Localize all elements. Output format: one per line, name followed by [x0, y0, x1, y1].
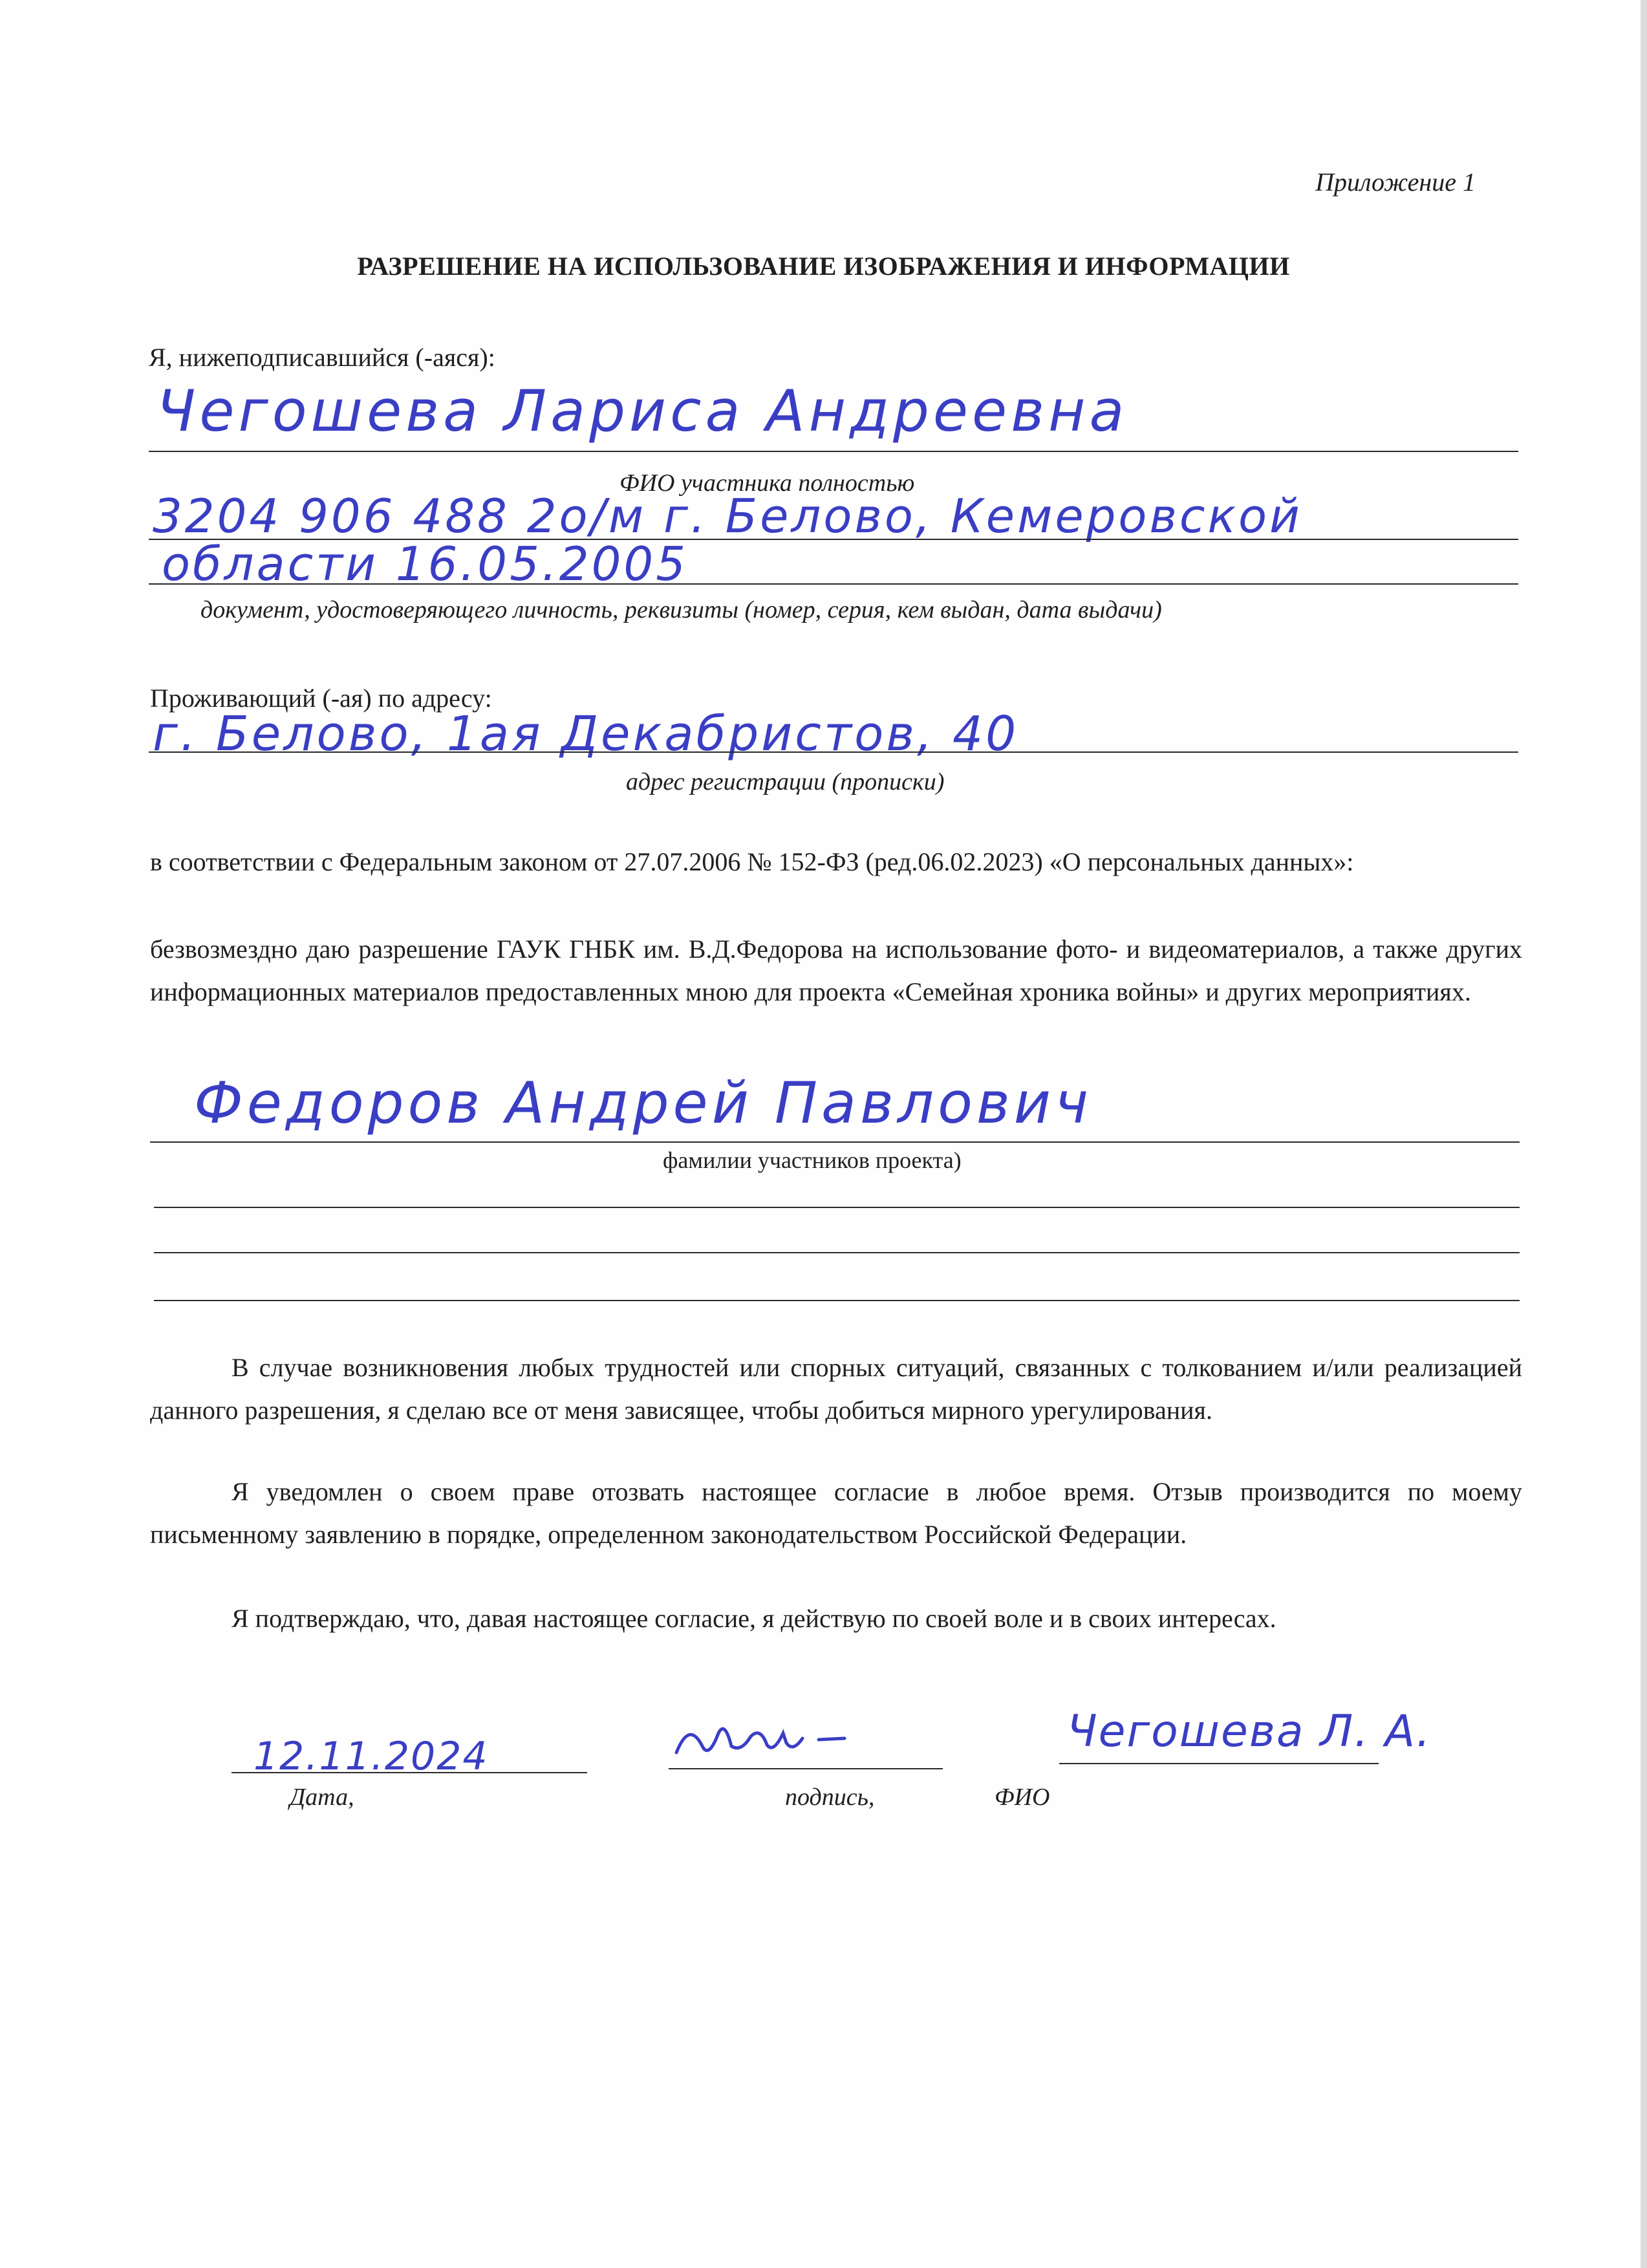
signature-line [669, 1768, 943, 1769]
handwritten-document-line-2: области 16.05.2005 [162, 537, 689, 591]
participant-line-3 [154, 1252, 1520, 1253]
date-label: Дата, [290, 1784, 354, 1811]
address-caption: адрес регистрации (прописки) [626, 768, 945, 795]
document-caption: документ, удостоверяющего личность, реквизиты (номер, серия, кем выдан, дата выдачи) [200, 596, 1162, 623]
document-title: РАЗРЕШЕНИЕ НА ИСПОЛЬЗОВАНИЕ ИЗОБРАЖЕНИЯ И ИНФОРМАЦИИ [357, 252, 1290, 281]
scan-edge [1641, 0, 1647, 2268]
fio-line [1059, 1763, 1379, 1764]
handwritten-address: г. Белово, 1ая Декабристов, 40 [153, 706, 1019, 762]
participants-caption: фамилии участников проекта) [663, 1147, 962, 1173]
date-line [231, 1772, 587, 1773]
signature-label: подпись, [785, 1784, 875, 1811]
terms-paragraph-1: В случае возникновения любых трудностей или спорных ситуаций, связанных с толкованием и/или реализацией данного разрешения, я сделаю все от меня зависящее, чтобы добиться мирного урегулирования. [150, 1353, 1522, 1425]
document-line-2 [149, 583, 1518, 585]
full-name-caption: ФИО участника полностью [619, 470, 915, 497]
full-name-line [149, 451, 1518, 452]
address-line [149, 751, 1518, 753]
handwritten-fio: Чегошева Л. А. [1067, 1706, 1432, 1757]
handwritten-participant-name: Федоров Андрей Павлович [194, 1070, 1092, 1136]
address-label: Проживающий (-ая) по адресу: [150, 684, 492, 713]
permission-paragraph: безвозмездно даю разрешение ГАУК ГНБК им. В.Д.Федорова на использование фото- и видеоматериалов, а также других информационных материалов предоставленных мною для проекта «Семейная хроника войны» и других мероприятиях. [150, 934, 1522, 1006]
terms-paragraph-3: Я подтверждаю, что, давая настоящее согласие, я действую по своей воле и в своих интересах. [231, 1604, 1276, 1633]
handwritten-document-line-1: 3204 906 488 2о/м г. Белово, Кемеровской [153, 489, 1302, 543]
signer-intro: Я, нижеподписавшийся (-аяся): [149, 343, 495, 372]
terms-paragraph-2: Я уведомлен о своем праве отозвать настоящее согласие в любое время. Отзыв производится по моему письменному заявлению в порядке, определенном законодательством Российской Федерации. [150, 1477, 1522, 1549]
participant-line-1 [150, 1141, 1520, 1143]
handwritten-full-name: Чегошева Лариса Андреевна [156, 378, 1128, 444]
handwritten-date: 12.11.2024 [253, 1734, 489, 1779]
appendix-label: Приложение 1 [1315, 167, 1476, 197]
fio-label: ФИО [995, 1784, 1050, 1811]
participant-line-2 [154, 1207, 1520, 1208]
signature-scribble [670, 1707, 864, 1775]
law-paragraph: в соответствии с Федеральным законом от 27.07.2006 № 152-ФЗ (ред.06.02.2023) «О персональных данных»: [150, 847, 1354, 876]
participant-line-4 [154, 1300, 1520, 1301]
